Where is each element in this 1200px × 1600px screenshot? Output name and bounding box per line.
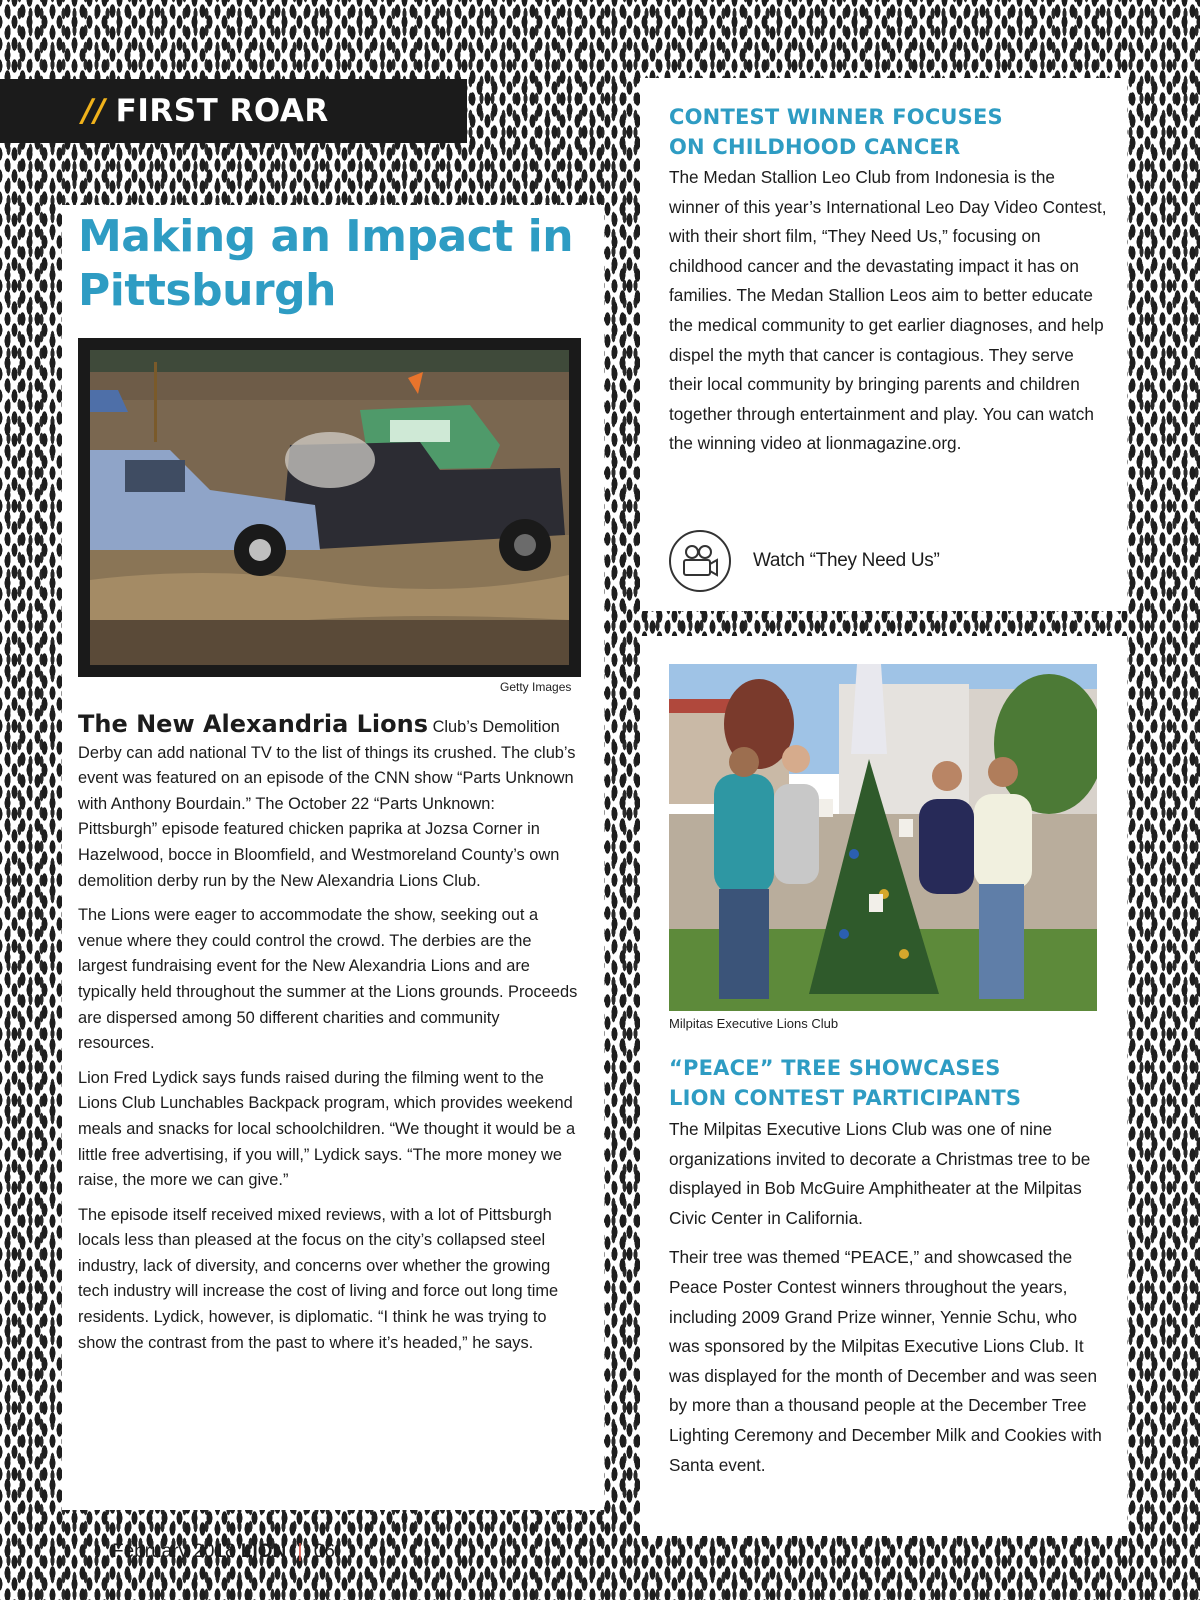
photo-credit: Getty Images (500, 680, 572, 694)
peace-body (669, 1115, 1109, 1490)
footer-magazine: LION (240, 1541, 287, 1562)
contest-heading-line: CONTEST WINNER FOCUSES (669, 105, 1003, 129)
derby-photo-illustration (90, 350, 569, 665)
contest-body (669, 163, 1109, 469)
video-camera-icon[interactable] (669, 530, 731, 592)
peace-paragraph: The Milpitas Executive Lions Club was one of nine organizations invited to decorate a Christmas tree to be displayed in Bob McGuire Amphitheater at the Milpitas Civic Center in California. (669, 1119, 1091, 1228)
peace-paragraph: Their tree was themed “PEACE,” and showcased the Peace Poster Contest winners throughout the years, including 2009 Grand Prize winner, Yennie Schu, who was sponsored by the Milpitas Executive Lions Club. It was displayed for the month of December and was seen by more than a thousand people at the December Tree Lighting Ceremony and December Milk and Cookies with Santa event. (669, 1247, 1102, 1475)
article-paragraph-text: Club’s Demolition Derby can add national TV to the list of things its crushed. The club’s event was featured on an episode of the CNN show “Parts Unknown with Anthony Bourdain.” The October 22 “Parts Unknown: Pittsburgh” episode featured chicken paprika at Jozsa Corner in Hazelwood, bocce in Bloomfield, and Westmoreland County’s own demolition derby run by the New Alexandria Lions Club. (78, 718, 576, 890)
article-paragraph: Lion Fred Lydick says funds raised during the filming went to the Lions Club Lunchables Backpack program, which provides weekend meals and snacks for local schoolchildren. “We thought it would be a little free advertising, if you will,” Lydick says. “The more money we raise, the more we can give.” (78, 1068, 576, 1190)
contest-heading (669, 102, 1109, 162)
derby-photo (78, 338, 581, 677)
section-slashes: // (82, 93, 106, 129)
footer-separator: | (297, 1541, 303, 1562)
section-bar (0, 79, 467, 143)
peace-heading-line: LION CONTEST PARTICIPANTS (669, 1086, 1022, 1110)
article-paragraph: The episode itself received mixed reviews, with a lot of Pittsburgh locals less than pleased at the focus on the city’s collapsed steel industry, lack of diversity, and concerns over whether the growing tech industry will increase the cost of living and force out long time residents. Lydick, however, is diplomatic. “I think he was trying to show the contrast from the past to where it’s headed,” he says. (78, 1205, 559, 1352)
article-lead: The New Alexandria Lions (78, 710, 428, 738)
peace-photo-credit: Milpitas Executive Lions Club (669, 1016, 839, 1031)
footer-date: February 2018 (112, 1541, 236, 1562)
peace-heading (669, 1053, 1109, 1113)
contest-paragraph: The Medan Stallion Leo Club from Indonesia is the winner of this year’s International Leo Day Video Contest, with their short film, “They Need Us,” focusing on childhood cancer and the devastating impact it has on families. The Medan Stallion Leos aim to better educate the medical community to get earlier diagnoses, and help dispel the myth that cancer is contagious. They serve their local community by bringing parents and children together through entertainment and play. You can watch the winning video at lionmagazine.org. (669, 167, 1107, 454)
watch-video-label[interactable]: Watch “They Need Us” (753, 550, 940, 571)
peace-heading-line: “PEACE” TREE SHOWCASES (669, 1056, 1001, 1080)
page-footer (112, 1541, 335, 1563)
article-headline: Making an Impact in Pittsburgh (78, 211, 574, 316)
peace-tree-illustration (669, 664, 1097, 1011)
article-paragraph: The Lions were eager to accommodate the show, seeking out a venue where they could control the crowd. The derbies are the largest fundraising event for the New Alexandria Lions and are typically held throughout the summer at the Lions grounds. Proceeds are dispersed among 50 different charities and community resources. (78, 906, 578, 1053)
article-paragraph (78, 712, 578, 894)
footer-page-number: 06 (313, 1541, 335, 1562)
watch-video-link[interactable] (669, 530, 940, 592)
contest-heading-line: ON CHILDHOOD CANCER (669, 135, 961, 159)
article-body (78, 712, 578, 1365)
peace-tree-photo (669, 664, 1097, 1011)
section-label: FIRST ROAR (115, 93, 329, 129)
